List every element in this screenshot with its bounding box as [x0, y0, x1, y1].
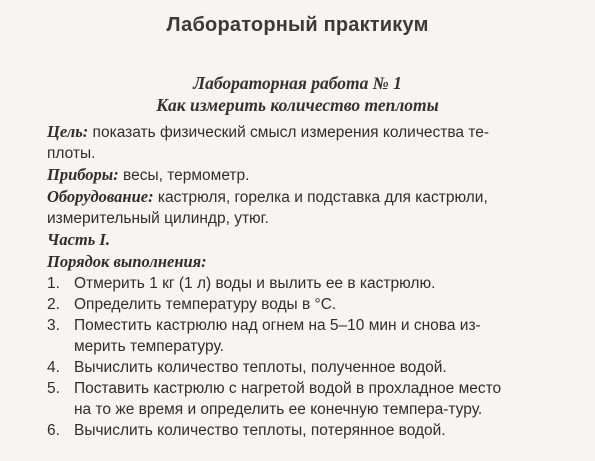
- step-number: 3.: [47, 317, 60, 334]
- lab-work-body: [47, 121, 583, 441]
- step-text: Вычислить количество теплоты, потерянное водой.: [74, 422, 446, 439]
- equipment-text-line1: кастрюля, горелка и подставка для кастрюли,: [153, 189, 488, 206]
- procedure-step: [47, 420, 583, 441]
- devices-paragraph: [47, 164, 583, 186]
- step-text-continued: мерить температуру.: [74, 338, 224, 355]
- procedure-step: [47, 315, 583, 357]
- procedure-step: [47, 273, 583, 294]
- procedure-label: Порядок выполнения:: [47, 252, 207, 271]
- step-text: Поместить кастрюлю над огнем на 5–10 мин и снова из-: [74, 317, 481, 334]
- step-number: 1.: [47, 275, 60, 292]
- procedure-step: [47, 357, 583, 378]
- lab-work-title: [0, 72, 595, 116]
- procedure-step: [47, 294, 583, 315]
- devices-text: весы, термометр.: [118, 167, 250, 184]
- step-text: Определить температуру воды в °С.: [74, 296, 337, 313]
- step-number: 2.: [47, 296, 60, 313]
- goal-text-line2: плоты.: [47, 145, 96, 162]
- goal-paragraph: [47, 121, 583, 143]
- step-number: 5.: [47, 380, 60, 397]
- devices-label: Приборы:: [47, 165, 119, 184]
- step-text-continued: на то же время и определить ее конечную темпера-туру.: [74, 401, 483, 418]
- step-number: 6.: [47, 422, 60, 439]
- section-header: Лабораторный практикум: [166, 14, 429, 36]
- procedure-step: [47, 378, 583, 420]
- procedure-steps-list: [47, 273, 583, 441]
- goal-label: Цель:: [47, 122, 89, 141]
- goal-text-line1: показать физический смысл измерения количества те-: [88, 124, 490, 141]
- step-number: 4.: [47, 359, 60, 376]
- part-label: Часть I.: [47, 230, 110, 249]
- procedure-heading: [47, 251, 583, 273]
- lab-work-number: Лабораторная работа № 1: [193, 73, 402, 93]
- lab-work-name: Как измерить количество теплоты: [156, 95, 439, 115]
- step-text: Поставить кастрюлю с нагретой водой в прохладное место: [74, 380, 502, 397]
- step-text: Отмерить 1 кг (1 л) воды и вылить ее в кастрюлю.: [74, 275, 436, 292]
- part-heading: [47, 229, 583, 251]
- step-text: Вычислить количество теплоты, полученное водой.: [74, 359, 447, 376]
- equipment-paragraph: [47, 186, 583, 208]
- equipment-text-line2: измерительный цилиндр, утюг.: [47, 210, 269, 227]
- equipment-label: Оборудование:: [47, 187, 154, 206]
